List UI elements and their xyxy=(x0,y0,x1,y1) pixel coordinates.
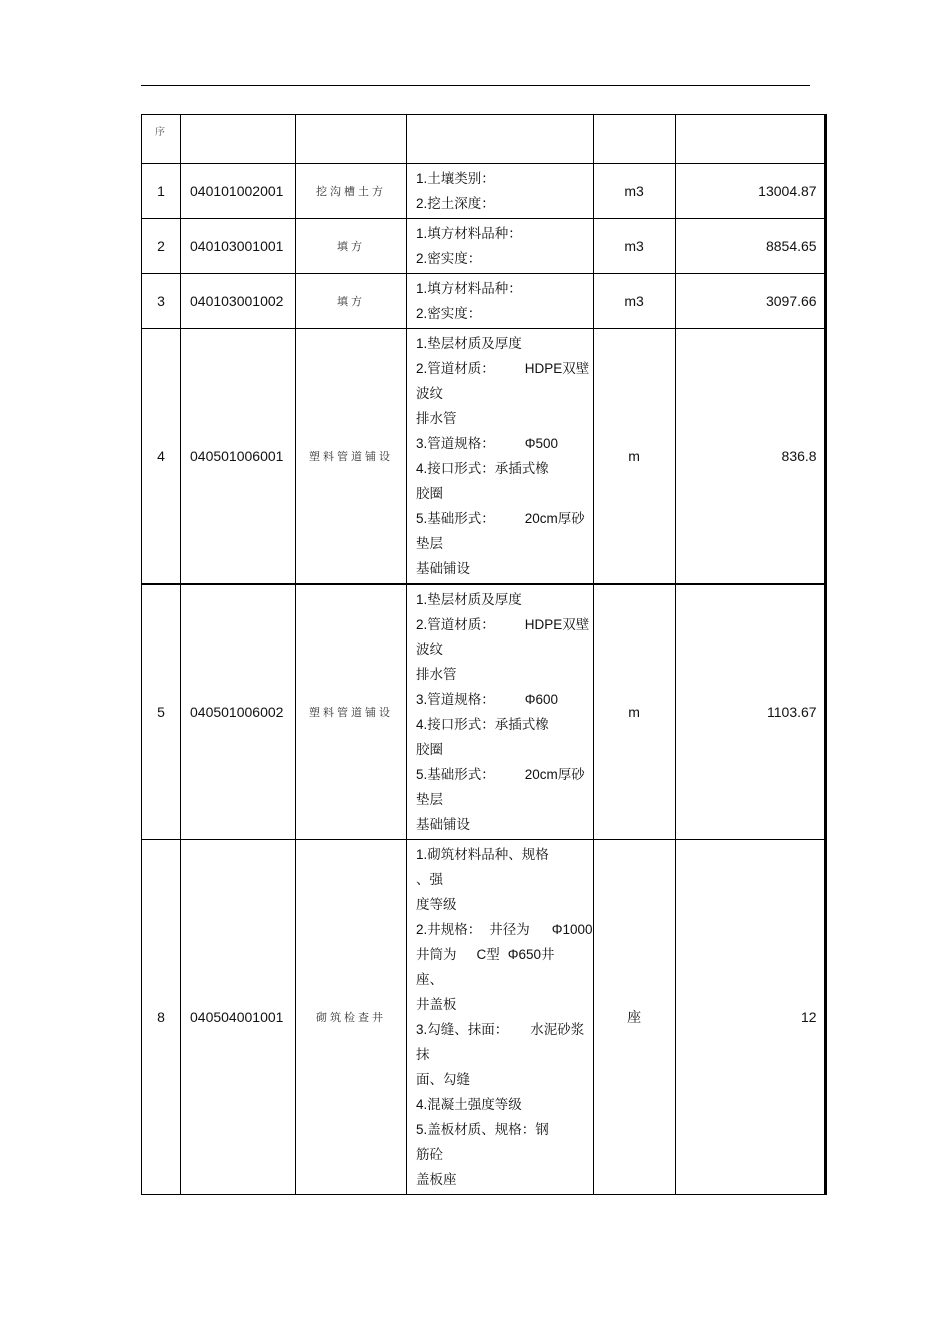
feature-line: 3.勾缝、抹面： xyxy=(416,1022,509,1037)
feature-line: 3.管道规格： xyxy=(416,692,495,707)
feature-value: C型 xyxy=(476,947,500,962)
header-index-cell xyxy=(142,115,181,164)
row-index: 2 xyxy=(142,219,181,274)
row-index: 5 xyxy=(142,584,181,840)
table-row xyxy=(142,274,826,329)
feature-line: 垫层 xyxy=(416,792,443,807)
feature-line: 1.垫层材质及厚度 xyxy=(416,336,522,351)
feature-line: 4.接口形式：承插式橡 xyxy=(416,717,549,732)
feature-line: 2.密实度： xyxy=(416,306,482,321)
feature-line: 胶圈 xyxy=(416,486,443,501)
feature-line: 座、 xyxy=(416,972,443,987)
row-unit: m3 xyxy=(593,219,675,274)
feature-line: 1.砌筑材料品种、规格 xyxy=(416,847,549,862)
header-rule xyxy=(141,85,810,86)
feature-line: 5.基础形式： xyxy=(416,767,495,782)
feature-line: 2.密实度： xyxy=(416,251,482,266)
feature-line: 井盖板 xyxy=(416,997,457,1012)
row-code: 040103001002 xyxy=(181,274,296,329)
row-index: 8 xyxy=(142,840,181,1195)
row-quantity: 1103.67 xyxy=(675,584,825,840)
feature-value: HDPE双壁 xyxy=(524,617,590,632)
bill-of-quantities-table xyxy=(141,114,827,1195)
feature-line: 5.盖板材质、规格：钢 xyxy=(416,1122,549,1137)
row-quantity: 12 xyxy=(675,840,825,1195)
feature-line: 波纹 xyxy=(416,642,443,657)
row-name: 挖沟槽土方 xyxy=(296,164,407,219)
feature-line: 抹 xyxy=(416,1047,430,1062)
feature-line: 4.接口形式：承插式橡 xyxy=(416,461,549,476)
feature-line: 1.填方材料品种： xyxy=(416,226,522,241)
row-index: 4 xyxy=(142,329,181,585)
feature-line: 、强 xyxy=(416,872,443,887)
row-unit: m3 xyxy=(593,164,675,219)
row-code: 040501006002 xyxy=(181,584,296,840)
feature-line: 1.土壤类别： xyxy=(416,171,495,186)
feature-line: 基础铺设 xyxy=(416,561,470,576)
row-name: 塑料管道铺设 xyxy=(296,584,407,840)
table-header-row xyxy=(142,115,826,164)
row-features xyxy=(407,274,594,329)
row-unit: m xyxy=(593,584,675,840)
row-code: 040504001001 xyxy=(181,840,296,1195)
feature-value: 井径为 xyxy=(489,922,530,937)
feature-value: Φ500 xyxy=(524,436,559,451)
row-name: 塑料管道铺设 xyxy=(296,329,407,585)
feature-line: 1.垫层材质及厚度 xyxy=(416,592,522,607)
row-quantity: 836.8 xyxy=(675,329,825,585)
feature-line: 胶圈 xyxy=(416,742,443,757)
row-index: 1 xyxy=(142,164,181,219)
row-unit: m xyxy=(593,329,675,585)
table-row xyxy=(142,219,826,274)
feature-value: 20cm厚砂 xyxy=(524,767,585,782)
feature-line: 筋砼 xyxy=(416,1147,443,1162)
row-unit: 座 xyxy=(593,840,675,1195)
feature-line: 2.管道材质： xyxy=(416,361,495,376)
table-row xyxy=(142,164,826,219)
row-features xyxy=(407,219,594,274)
feature-line: 4.混凝土强度等级 xyxy=(416,1097,522,1112)
feature-value: Φ650井 xyxy=(507,947,555,962)
header-quantity-cell xyxy=(675,115,825,164)
row-name: 砌筑检查井 xyxy=(296,840,407,1195)
feature-value: Φ600 xyxy=(524,692,559,707)
feature-line: 3.管道规格： xyxy=(416,436,495,451)
row-features xyxy=(407,164,594,219)
feature-value: 20cm厚砂 xyxy=(524,511,585,526)
feature-line: 盖板座 xyxy=(416,1172,457,1187)
row-name: 填方 xyxy=(296,274,407,329)
feature-line: 2.井规格： xyxy=(416,922,482,937)
header-features-cell xyxy=(407,115,594,164)
row-code: 040501006001 xyxy=(181,329,296,585)
header-index-label: 序 xyxy=(155,127,167,138)
table-row xyxy=(142,584,826,840)
feature-line: 5.基础形式： xyxy=(416,511,495,526)
feature-line: 面、勾缝 xyxy=(416,1072,470,1087)
feature-line: 度等级 xyxy=(416,897,457,912)
feature-line: 排水管 xyxy=(416,411,457,426)
row-features xyxy=(407,584,594,840)
feature-line: 2.挖土深度： xyxy=(416,196,495,211)
table-row xyxy=(142,329,826,585)
row-code: 040101002001 xyxy=(181,164,296,219)
row-quantity: 13004.87 xyxy=(675,164,825,219)
feature-value: HDPE双壁 xyxy=(524,361,590,376)
row-features xyxy=(407,840,594,1195)
feature-line: 1.填方材料品种： xyxy=(416,281,522,296)
header-name-cell xyxy=(296,115,407,164)
row-code: 040103001001 xyxy=(181,219,296,274)
feature-value: Φ1000 xyxy=(551,922,593,937)
feature-line: 井筒为 xyxy=(416,947,457,962)
feature-line: 2.管道材质： xyxy=(416,617,495,632)
row-features xyxy=(407,329,594,585)
table-row xyxy=(142,840,826,1195)
header-unit-cell xyxy=(593,115,675,164)
row-name: 填方 xyxy=(296,219,407,274)
feature-line: 基础铺设 xyxy=(416,817,470,832)
feature-line: 垫层 xyxy=(416,536,443,551)
row-unit: m3 xyxy=(593,274,675,329)
feature-line: 波纹 xyxy=(416,386,443,401)
row-quantity: 3097.66 xyxy=(675,274,825,329)
row-quantity: 8854.65 xyxy=(675,219,825,274)
feature-value: 水泥砂浆 xyxy=(530,1022,585,1037)
row-index: 3 xyxy=(142,274,181,329)
header-code-cell xyxy=(181,115,296,164)
feature-line: 排水管 xyxy=(416,667,457,682)
